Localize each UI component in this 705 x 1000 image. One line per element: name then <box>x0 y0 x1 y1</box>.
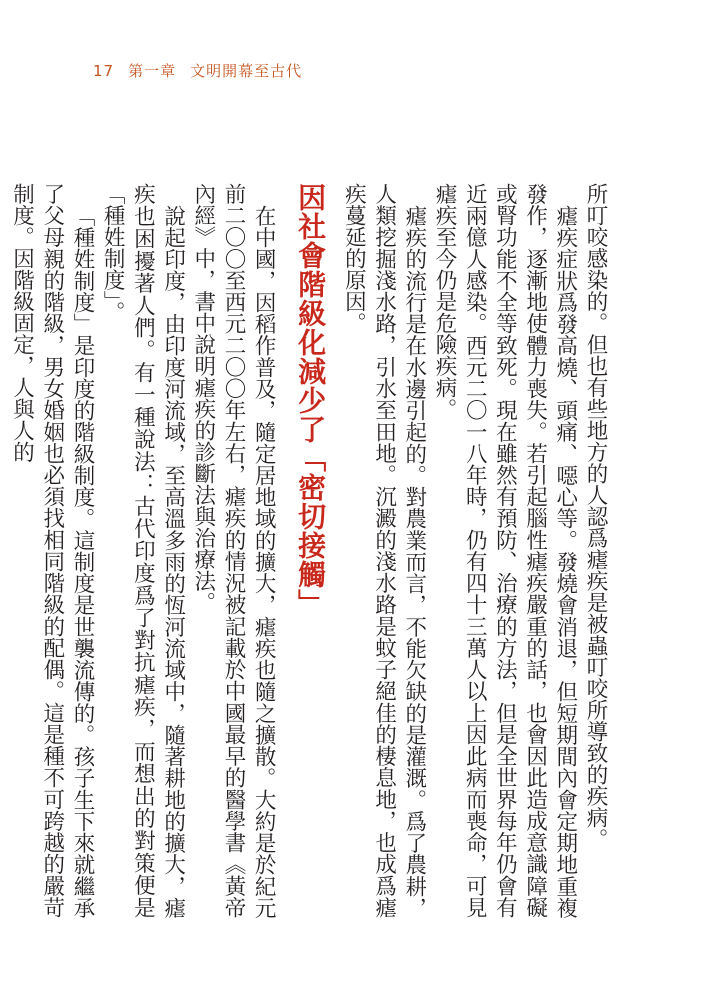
chapter-title: 文明開幕至古代 <box>190 62 303 80</box>
paragraph-india: 說起印度，由印度河流域，至高溫多雨的恆河流域中，隨著耕地的擴大，瘧疾也困擾著人們。有一種說法：古代印度爲了對抗瘧疾，而想出的對策便是「種姓制度」。 <box>100 183 186 918</box>
running-head <box>93 60 302 81</box>
paragraph-irrigation: 瘧疾的流行是在水邊引起的。對農業而言，不能欠缺的是灌溉。爲了農耕，人類挖掘淺水路，引水至田地。沉澱的淺水路是蚊子絕佳的棲息地，也成爲瘧疾蔓延的原因。 <box>341 183 427 918</box>
section-heading: 因社會階級化減少了「密切接觸」 <box>294 183 328 618</box>
page-number: 17 <box>93 62 115 80</box>
paragraph-china: 在中國，因稻作普及，隨定居地域的擴大，瘧疾也隨之擴散。大約是於紀元前二〇〇至西元二〇〇年左右，瘧疾的情況被記載於中國最早的醫學書《黃帝內經》中，書中說明瘧疾的診斷法與治療法。 <box>190 183 277 918</box>
body-text <box>9 183 610 918</box>
paragraph-symptoms: 瘧疾症狀爲發高燒、頭痛、噁心等。發燒會消退，但短期間內會定期地重複發作，逐漸地使體力喪失。若引起腦性瘧疾嚴重的話，也會因此造成意識障礙或腎功能不全等致死。現在雖然有預防、治療的方法，但是全世界每年仍會有近兩億人感染。西元二〇一八年時，仍有四十三萬人以上因此病而喪命，可見瘧疾至今仍是危險疾病。 <box>431 183 578 918</box>
paragraph-continued: 所叮咬感染的。但也有些地方的人認爲瘧疾是被蟲叮咬所導致的疾病。 <box>583 183 608 850</box>
paragraph-caste: 「種姓制度」是印度的階級制度。這制度是世襲流傳的。孩子生下來就繼承了父母親的階級，男女婚姻也必須找相同階級的配偶。這是種不可跨越的嚴苛制度。因階級固定，人與人的 <box>9 183 95 918</box>
chapter-label: 第一章 <box>128 62 177 80</box>
